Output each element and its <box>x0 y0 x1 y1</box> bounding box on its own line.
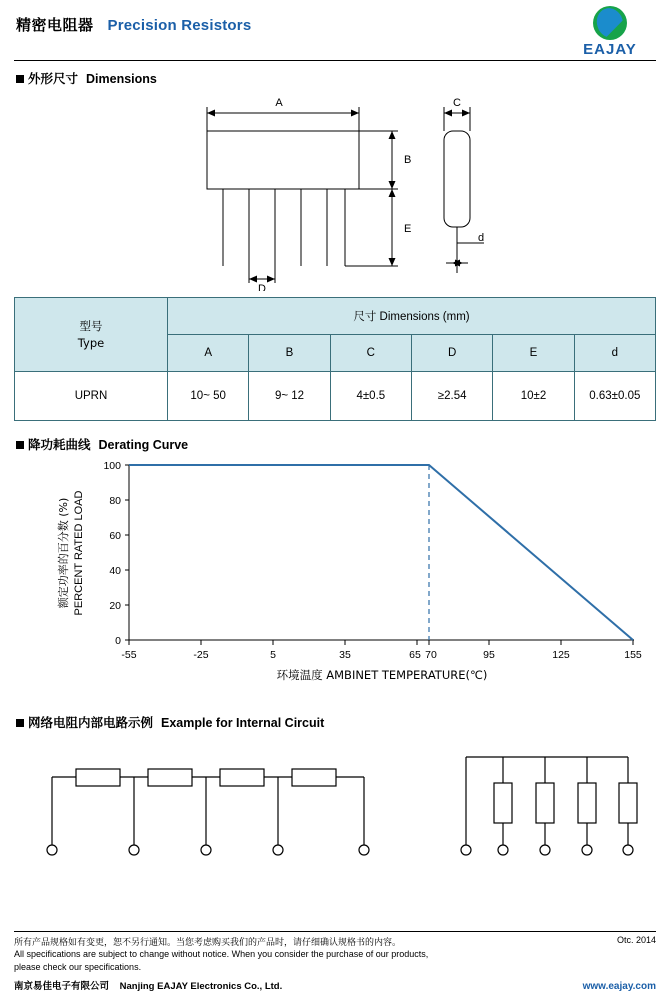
header-divider <box>14 60 656 61</box>
company-logo <box>564 6 656 58</box>
type-header-en: Type <box>77 335 105 350</box>
table-header-type <box>15 298 168 372</box>
x-tick-35: 35 <box>339 649 351 661</box>
y-tick-80: 80 <box>109 495 121 507</box>
x-axis-label: 环境温度 AMBINET TEMPERATURE(℃) <box>276 668 488 682</box>
derating-chart-svg <box>14 457 656 702</box>
leaf-circle-logo-icon <box>593 6 627 40</box>
footer-date: Otc. 2014 <box>616 934 656 945</box>
cell-A: 10~ 50 <box>168 372 249 421</box>
derating-chart <box>14 457 656 707</box>
derating-curve-line <box>129 465 633 640</box>
section-heading-dimensions <box>16 69 656 87</box>
cell-E: 10±2 <box>493 372 574 421</box>
col-header-E: E <box>493 335 574 372</box>
dim-label-A: A <box>275 97 283 109</box>
series-resistor-network <box>52 769 364 845</box>
footer-divider <box>14 931 656 932</box>
table-row <box>15 372 656 421</box>
x-tick-155: 155 <box>624 649 642 661</box>
y-tick-40: 40 <box>109 565 121 577</box>
dimensions-table <box>14 297 656 421</box>
bullet-square-icon <box>16 719 24 727</box>
x-tick--55: -55 <box>121 649 137 661</box>
x-tick-70: 70 <box>425 649 437 661</box>
page-header <box>14 0 656 58</box>
internal-circuit-svg <box>14 735 656 880</box>
section-circuit-cn: 网络电阻内部电路示例 <box>28 715 154 730</box>
internal-circuit-examples <box>14 735 656 885</box>
parallel-resistor-network <box>466 757 637 845</box>
x-tick-5: 5 <box>270 649 276 661</box>
type-header-cn: 型号 <box>79 318 103 333</box>
table-header-dimensions: 尺寸 Dimensions (mm) <box>168 298 656 335</box>
section-derating-en: Derating Curve <box>98 438 189 452</box>
section-dimensions-cn: 外形尺寸 <box>28 71 79 86</box>
cell-D: ≥2.54 <box>411 372 492 421</box>
logo-text: EAJAY <box>583 41 637 58</box>
section-dimensions-en: Dimensions <box>86 72 157 86</box>
footer-note-cn: 所有产品规格如有变更，恕不另行通知。当您考虑购买我们的产品时，请仔细确认规格书的内容。 <box>14 937 402 948</box>
y-tick-20: 20 <box>109 600 121 612</box>
y-tick-60: 60 <box>109 530 121 542</box>
bullet-square-icon <box>16 75 24 83</box>
page-title <box>14 14 656 35</box>
footer-company-cn: 南京易佳电子有限公司 <box>14 981 110 992</box>
dim-label-d: d <box>478 232 485 244</box>
col-header-B: B <box>249 335 330 372</box>
dimension-drawing-svg <box>14 91 656 291</box>
page-footer <box>14 931 656 992</box>
dimension-drawing <box>14 91 656 291</box>
section-heading-circuit <box>16 713 656 731</box>
x-tick-65: 65 <box>409 649 421 661</box>
col-header-D: D <box>411 335 492 372</box>
cell-B: 9~ 12 <box>249 372 330 421</box>
x-tick-125: 125 <box>552 649 570 661</box>
footer-note-en-2: please check our specifications. <box>14 961 142 972</box>
page-title-cn: 精密电阻器 <box>16 16 94 34</box>
cell-d: 0.63±0.05 <box>574 372 655 421</box>
x-tick-95: 95 <box>483 649 495 661</box>
y-axis-label-en: PERCENT RATED LOAD <box>73 490 85 616</box>
dim-label-E: E <box>404 223 412 235</box>
bullet-square-icon <box>16 441 24 449</box>
section-heading-derating <box>16 435 656 453</box>
page-title-en: Precision Resistors <box>107 17 252 34</box>
footer-website-link[interactable]: www.eajay.com <box>582 981 656 992</box>
table-header-row <box>15 298 656 335</box>
cell-C: 4±0.5 <box>330 372 411 421</box>
x-tick--25: -25 <box>193 649 209 661</box>
dim-label-B: B <box>404 154 412 166</box>
cell-type: UPRN <box>15 372 168 421</box>
section-circuit-en: Example for Internal Circuit <box>161 716 325 730</box>
y-axis-label-cn: 额定功率的百分数 (%) <box>57 497 70 609</box>
col-header-d: d <box>574 335 655 372</box>
col-header-A: A <box>168 335 249 372</box>
footer-company-en: Nanjing EAJAY Electronics Co., Ltd. <box>119 981 283 992</box>
section-derating-cn: 降功耗曲线 <box>28 437 91 452</box>
y-tick-0: 0 <box>115 635 121 647</box>
y-tick-100: 100 <box>103 460 121 472</box>
col-header-C: C <box>330 335 411 372</box>
footer-note-en-1: All specifications are subject to change without notice. When you consider the purchase of our products, <box>14 948 429 959</box>
dim-label-C: C <box>453 97 461 109</box>
dim-label-D: D <box>258 283 266 291</box>
